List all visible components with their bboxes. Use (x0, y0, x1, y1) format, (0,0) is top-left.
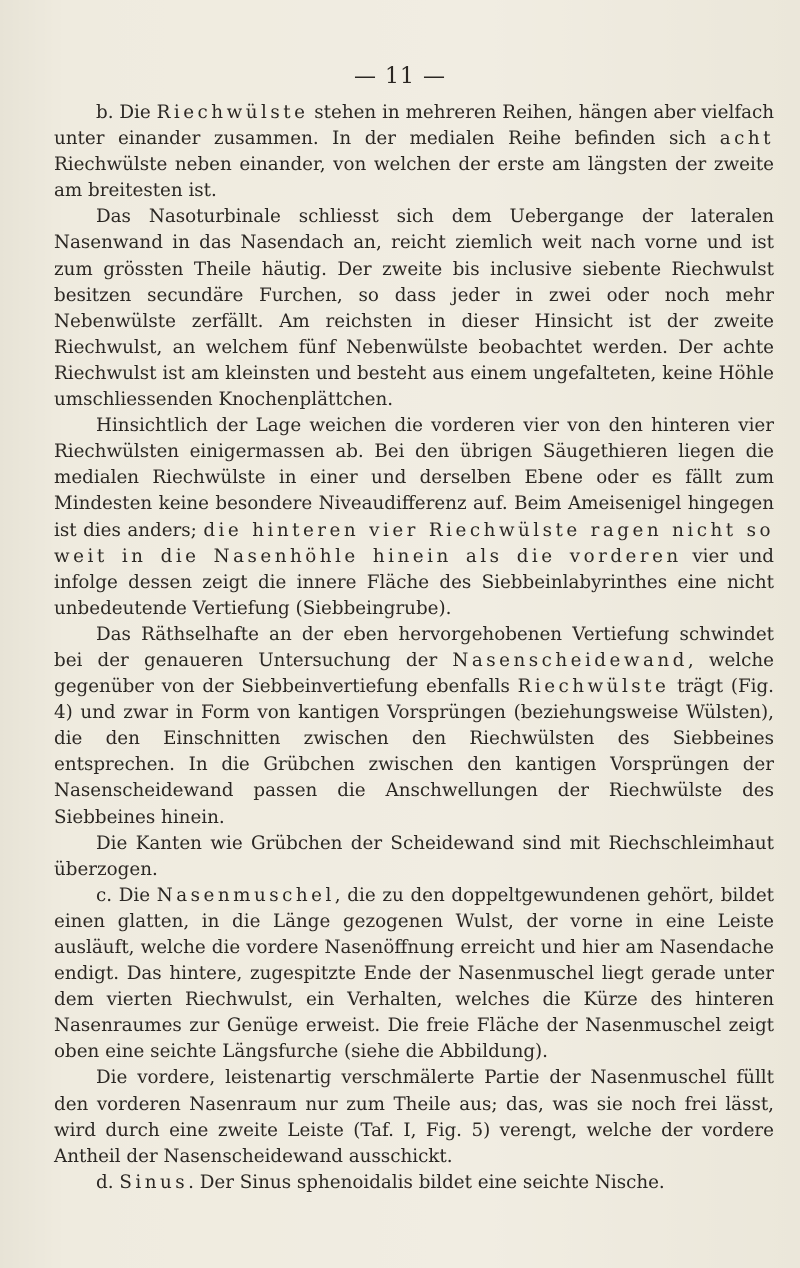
paragraph (54, 1065, 774, 1169)
spaced-emphasis: Nasenmuschel (156, 884, 335, 906)
paragraph (54, 1170, 774, 1196)
paragraph (54, 831, 774, 883)
text-run: Hinsichtlich der Lage weichen die vorderen vier von den hinteren vier Riechwülsten einigermassen ab. Bei den übrigen Säugethieren liegen die medialen Riechwülste in einer und derselben Ebene oder es fällt zum Mindesten keine besondere Niveaudifferenz auf. Beim Ameisenigel hingegen ist dies anders; (54, 415, 774, 541)
spaced-emphasis: die hinteren vier Riechwülste ragen nicht so weit in die Nasenhöhle hinein als die vorderen (54, 519, 775, 567)
text-run: b. Die (96, 102, 157, 123)
text-run: stehen in mehreren Reihen, hängen aber vielfach unter einander zusammen. In der medialen Reihe befinden sich (54, 102, 774, 150)
page-number: — 11 — (354, 64, 446, 89)
spaced-emphasis: acht (719, 128, 774, 150)
spaced-emphasis: Nasenscheidewand (452, 649, 688, 671)
text-run: , die zu den doppeltgewundenen gehört, bildet einen glatten, in die Länge gezogenen Wulst, der vorne in eine Leiste ausläuft, welche die vordere Nasenöffnung erreicht und hier am Nasendache endigt. Das hintere, zugespitzte Ende der Nasenmuschel liegt gerade unter dem vierten Riechwulst, ein Verhalten, welches die Kürze des hinteren Nasenraumes zur Genüge erweist. Die freie Fläche der Nasenmuschel zeigt oben eine seichte Längsfurche (siehe die Abbildung). (54, 884, 774, 1063)
text-run: . Der Sinus sphenoidalis bildet eine seichte Nische. (188, 1171, 665, 1193)
text-run: Die Kanten wie Grübchen der Scheidewand sind mit Riechschleimhaut überzogen. (54, 832, 774, 880)
text-run: , welche gegenüber von der Siebbeinvertiefung ebenfalls (54, 649, 774, 698)
text-run: c. Die (96, 884, 157, 906)
text-run: Das Nasoturbinale schliesst sich dem Uebergange der lateralen Nasenwand in das Nasendach an, reicht ziemlich weit nach vorne und ist zum grössten Theile häutig. Der zweite bis inclusive siebente Riechwulst besitzen secundäre Furchen, so dass jeder in zwei oder noch mehr Nebenwülste zerfällt. Am reichsten in dieser Hinsicht ist der zweite Riechwulst, an welchem fünf Nebenwülste beobachtet werden. Der achte Riechwulst ist am kleinsten und besteht aus einem ungefalteten, keine Höhle umschliessenden Knochenplättchen. (54, 206, 774, 411)
paragraph (54, 883, 774, 1066)
paragraph (54, 100, 774, 204)
body-text (54, 100, 774, 1196)
text-run: vier und infolge dessen zeigt die innere Fläche des Siebbeinlabyrinthes eine nicht unbedeutende Vertiefung (Siebbeingrube). (54, 545, 775, 619)
spaced-emphasis: Riechwülste (156, 102, 309, 123)
text-run: d. (96, 1171, 120, 1193)
text-run: trägt (Fig. 4) und zwar in Form von kantigen Vorsprüngen (beziehungsweise Wülsten), die den Einschnitten zwischen den Riechwülsten des Siebbeines entsprechen. In die Grübchen zwischen den kantigen Vorsprüngen der Nasenscheidewand passen die Anschwellungen der Riechwülste des Siebbeines hinein. (54, 676, 774, 828)
paragraph (54, 622, 774, 831)
text-run: Die vordere, leistenartig verschmälerte Partie der Nasenmuschel füllt den vorderen Nasenraum nur zum Theile aus; das, was sie noch frei lässt, wird durch eine zweite Leiste (Taf. I, Fig. 5) verengt, welche der vordere Antheil der Nasenscheidewand ausschickt. (54, 1067, 774, 1167)
spaced-emphasis: Riechwülste (517, 676, 670, 698)
text-run: Riechwülste neben einander, von welchen der erste am längsten der zweite am breitesten ist. (54, 154, 774, 202)
spaced-emphasis: Sinus (119, 1171, 189, 1193)
text-run: Das Räthselhafte an der eben hervorgehobenen Vertiefung schwindet bei der genaueren Untersuchung der (54, 623, 774, 671)
paragraph (54, 204, 774, 413)
paragraph (54, 413, 774, 622)
